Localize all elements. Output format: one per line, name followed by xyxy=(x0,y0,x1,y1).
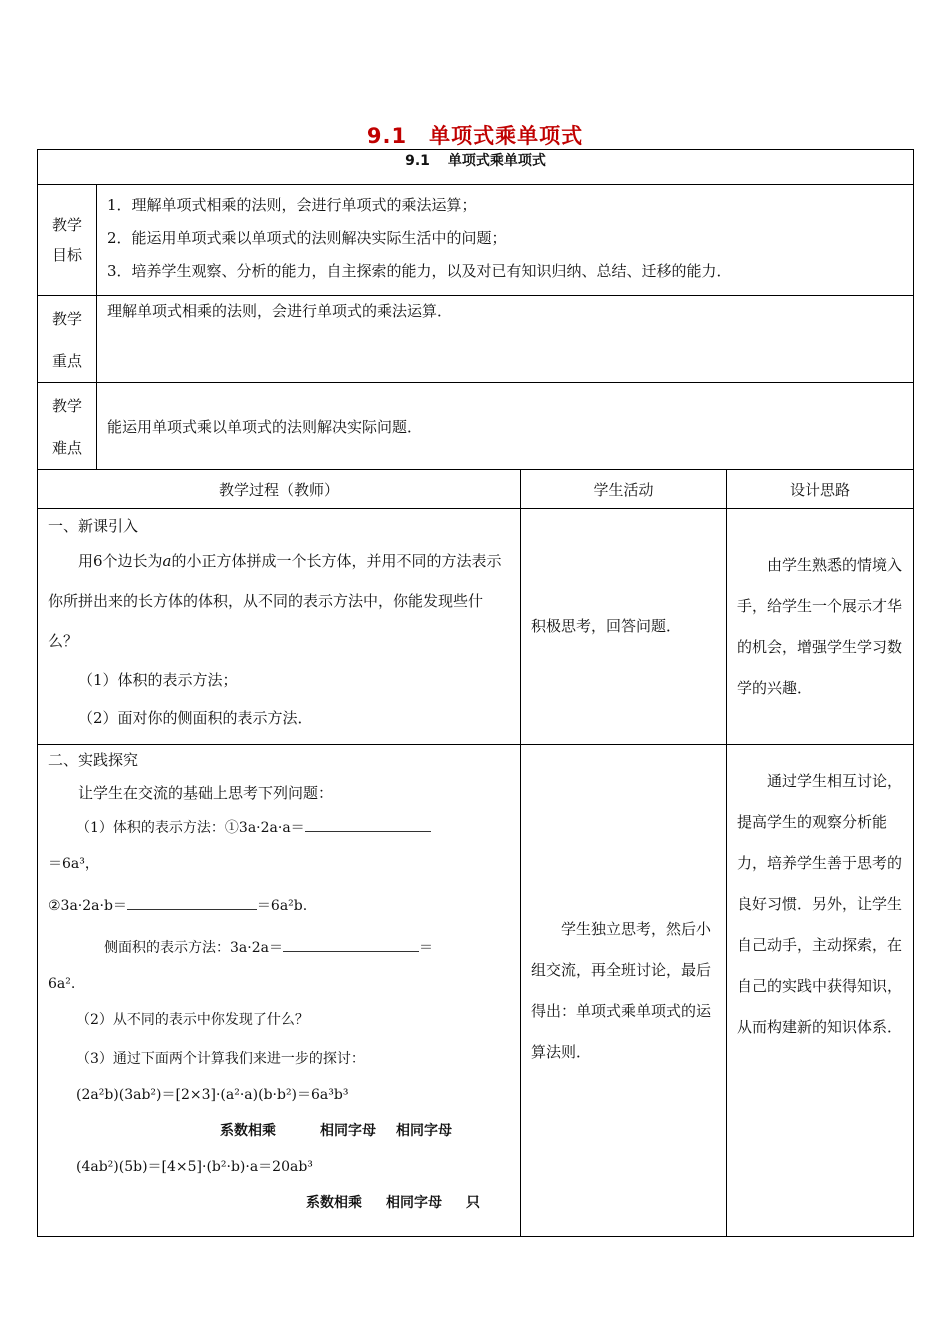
section1-paragraph: 用6个边长为a的小正方体拼成一个长方体，并用不同的方法表示你所拼出来的长方体的体积，从不同的表示方法中，你能发现些什么？ xyxy=(48,552,502,650)
section2-q2: （2）从不同的表示中你发现了什么？ xyxy=(76,1012,309,1028)
lesson-plan-table xyxy=(37,149,914,1237)
column-header-row xyxy=(38,470,914,509)
table-title-row xyxy=(38,150,914,185)
section2-volume-line: （1）体积的表示方法：①3a·2a·a＝ xyxy=(48,813,510,843)
difficulty-row xyxy=(38,383,914,470)
section2-side-result: 6a². xyxy=(48,976,76,992)
header-design: 设计思路 xyxy=(727,470,914,509)
section2-row xyxy=(38,745,914,1237)
answer-blank[interactable] xyxy=(305,817,431,832)
section1-q1: （1）体积的表示方法； xyxy=(78,671,238,689)
section1-title: 一、新课引入 xyxy=(48,517,139,535)
section1-process xyxy=(38,509,521,745)
section2-calc2-notes: 系数相乘 相同字母 只 xyxy=(306,1195,480,1211)
answer-blank[interactable] xyxy=(127,895,257,910)
goals-row xyxy=(38,185,914,296)
difficulty-label: 教学 难点 xyxy=(38,383,97,470)
section2-design: 通过学生相互讨论，提高学生的观察分析能力，培养学生善于思考的良好习惯．另外，让学生自己动手，主动探索，在自己的实践中获得知识，从而构建新的知识体系． xyxy=(727,745,914,1237)
difficulty-text: 能运用单项式乘以单项式的法则解决实际问题． xyxy=(97,383,914,470)
section2-title: 二、实践探究 xyxy=(48,751,139,769)
goal-item: 1．理解单项式相乘的法则，会进行单项式的乘法运算； xyxy=(107,196,477,214)
section2-volume-line2: ②3a·2a·b＝ ＝6a²b. xyxy=(48,885,510,927)
header-process: 教学过程（教师） xyxy=(38,470,521,509)
goal-item: 3．培养学生观察、分析的能力，自主探索的能力，以及对已有知识归纳、总结、迁移的能力． xyxy=(107,262,732,280)
header-student: 学生活动 xyxy=(521,470,727,509)
section2-intro: 让学生在交流的基础上思考下列问题： xyxy=(78,784,334,802)
answer-blank[interactable] xyxy=(283,937,419,952)
goals-list xyxy=(97,185,914,296)
key-point-label: 教学 重点 xyxy=(38,296,97,383)
section2-side-line: 侧面积的表示方法：3a·2a＝ ＝ xyxy=(48,927,510,969)
page-title: 9.1 单项式乘单项式 xyxy=(366,124,584,148)
goals-label: 教学 目标 xyxy=(38,185,97,296)
section1-row xyxy=(38,509,914,745)
section2-student: 学生独立思考，然后小组交流，再全班讨论，最后得出：单项式乘单项式的运算法则． xyxy=(521,745,727,1237)
section2-calc1: (2a²b)(3ab²)＝[2×3]·(a²·a)(b·b²)＝6a³b³ xyxy=(76,1087,349,1103)
section2-calc2: (4ab²)(5b)＝[4×5]·(b²·b)·a＝20ab³ xyxy=(76,1159,313,1175)
key-point-row xyxy=(38,296,914,383)
section1-q2: （2）面对你的侧面积的表示方法． xyxy=(78,709,313,727)
section1-design: 由学生熟悉的情境入手，给学生一个展示才华的机会，增强学生学习数学的兴趣． xyxy=(727,509,914,745)
section1-student: 积极思考，回答问题． xyxy=(521,509,727,745)
section2-process xyxy=(38,745,521,1237)
section2-q3: （3）通过下面两个计算我们来进一步的探讨： xyxy=(76,1051,365,1067)
key-point-text: 理解单项式相乘的法则，会进行单项式的乘法运算． xyxy=(97,296,914,383)
table-title: 9.1 单项式乘单项式 xyxy=(38,150,914,185)
goal-item: 2．能运用单项式乘以单项式的法则解决实际生活中的问题； xyxy=(107,229,507,247)
section2-volume-result: ＝6a³， xyxy=(48,856,99,872)
section2-calc1-notes: 系数相乘 相同字母 相同字母 xyxy=(220,1123,452,1139)
